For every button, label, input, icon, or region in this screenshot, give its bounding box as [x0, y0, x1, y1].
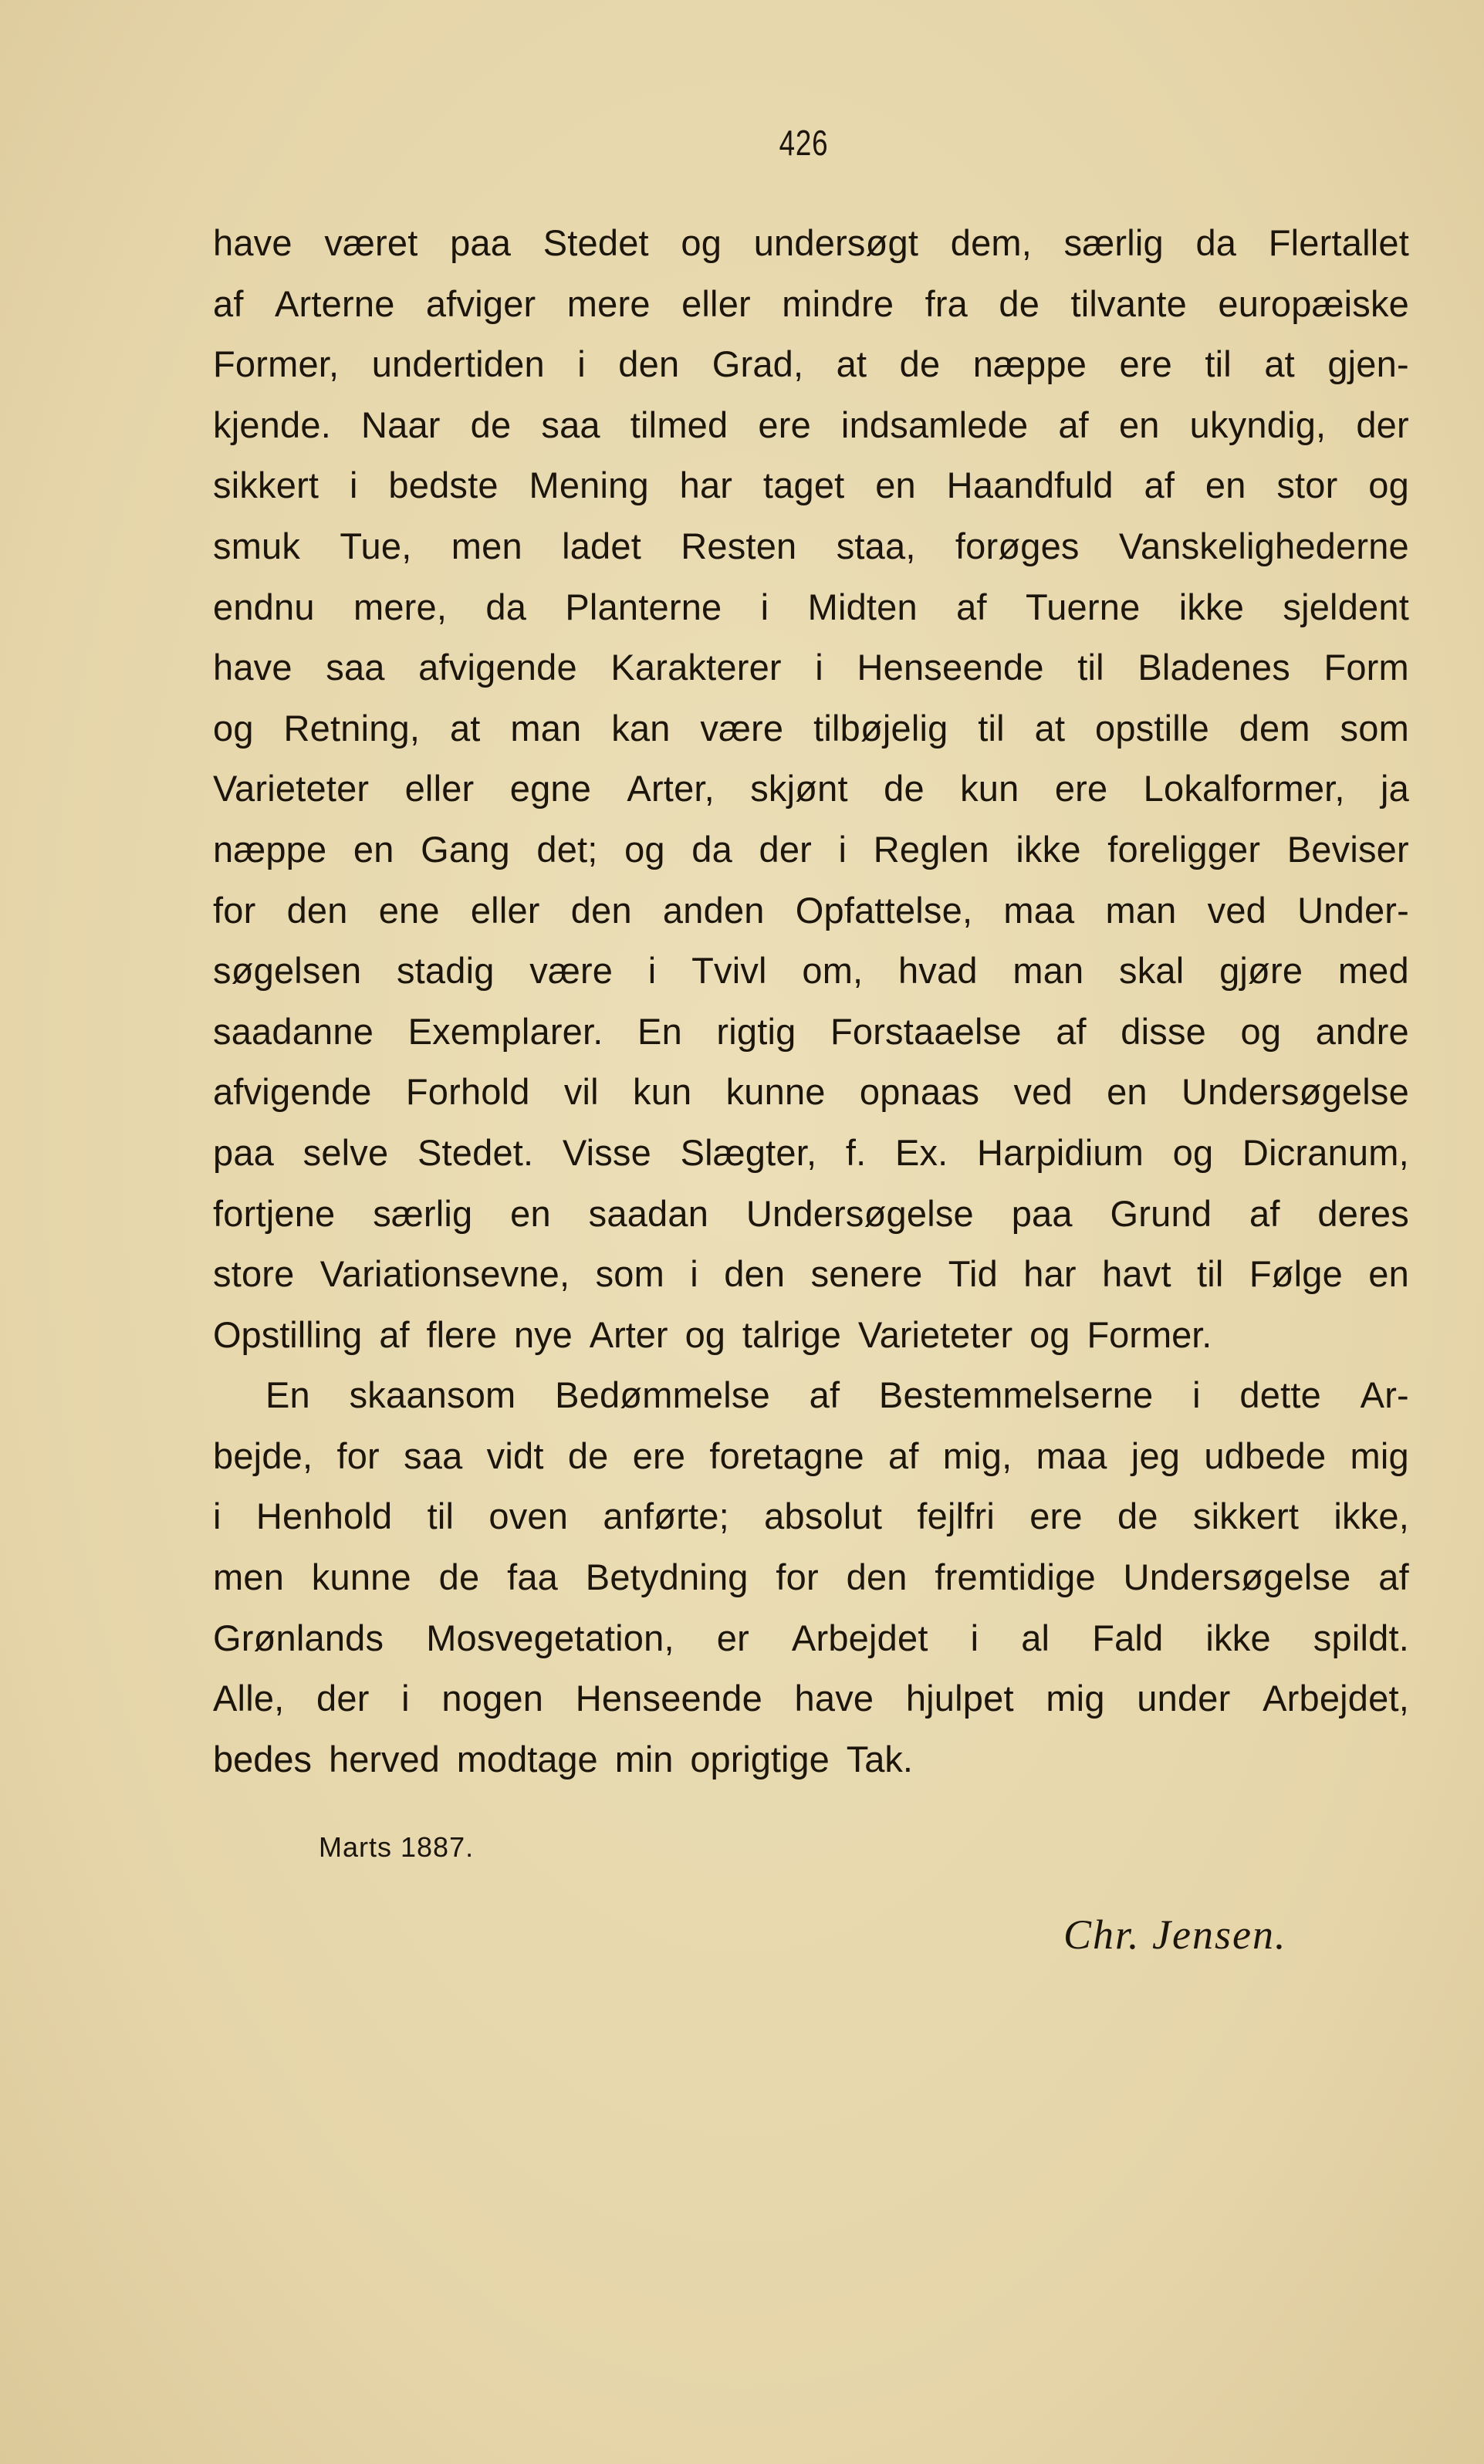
text-line: søgelsen stadig være i Tvivl om, hvad man skal gjøre med	[213, 950, 1409, 992]
text-line: have været paa Stedet og undersøgt dem, særlig da Flertallet	[213, 222, 1409, 263]
text-line: Alle, der i nogen Henseende have hjulpet mig under Arbejdet,	[213, 1678, 1409, 1719]
page-number: 426	[779, 123, 829, 163]
text-line: fortjene særlig en saadan Undersøgelse paa Grund af deres	[213, 1192, 1409, 1234]
text-line: En skaansom Bedømmelse af Bestemmelserne i dette Ar-	[265, 1374, 1409, 1416]
author-signature: Chr. Jensen.	[1063, 1911, 1287, 1958]
text-line: i Henhold til oven anførte; absolut fejlfri ere de sikkert ikke,	[213, 1496, 1409, 1537]
text-line: endnu mere, da Planterne i Midten af Tuerne ikke sjeldent	[213, 586, 1409, 627]
text-line: store Variationsevne, som i den senere Tid har havt til Følge en	[213, 1253, 1409, 1295]
text-line: paa selve Stedet. Visse Slægter, f. Ex. Harpidium og Dicranum,	[213, 1131, 1409, 1173]
text-line: næppe en Gang det; og da der i Reglen ikke foreligger Beviser	[213, 828, 1409, 870]
text-line: og Retning, at man kan være tilbøjelig til at opstille dem som	[213, 707, 1409, 749]
body-text	[213, 213, 1409, 1790]
text-line: saadanne Exemplarer. En rigtig Forstaaelse af disse og andre	[213, 1010, 1409, 1052]
text-line: Former, undertiden i den Grad, at de næppe ere til at gjen-	[213, 343, 1409, 385]
text-line: af Arterne afviger mere eller mindre fra de tilvante europæiske	[213, 282, 1409, 324]
date-line: Marts 1887.	[319, 1831, 475, 1863]
text-line: kjende. Naar de saa tilmed ere indsamlede af en ukyndig, der	[213, 404, 1409, 445]
text-line: smuk Tue, men ladet Resten staa, forøges Vanskelighederne	[213, 525, 1409, 566]
text-line: bedes herved modtage min oprigtige Tak.	[213, 1738, 913, 1780]
text-line: Varieteter eller egne Arter, skjønt de kun ere Lokalformer, ja	[213, 768, 1409, 810]
text-line: Opstilling af flere nye Arter og talrige Varieteter og Former.	[213, 1313, 1212, 1355]
text-line: sikkert i bedste Mening har taget en Haandfuld af en stor og	[213, 465, 1409, 506]
text-line: Grønlands Mosvegetation, er Arbejdet i al Fald ikke spildt.	[213, 1617, 1409, 1658]
text-line: have saa afvigende Karakterer i Henseende til Bladenes Form	[213, 647, 1409, 688]
text-line: bejde, for saa vidt de ere foretagne af mig, maa jeg udbede mig	[213, 1435, 1409, 1476]
text-line: men kunne de faa Betydning for den fremtidige Undersøgelse af	[213, 1556, 1409, 1598]
text-line: for den ene eller den anden Opfattelse, maa man ved Under-	[213, 889, 1409, 931]
text-line: afvigende Forhold vil kun kunne opnaas ved en Undersøgelse	[213, 1071, 1409, 1113]
